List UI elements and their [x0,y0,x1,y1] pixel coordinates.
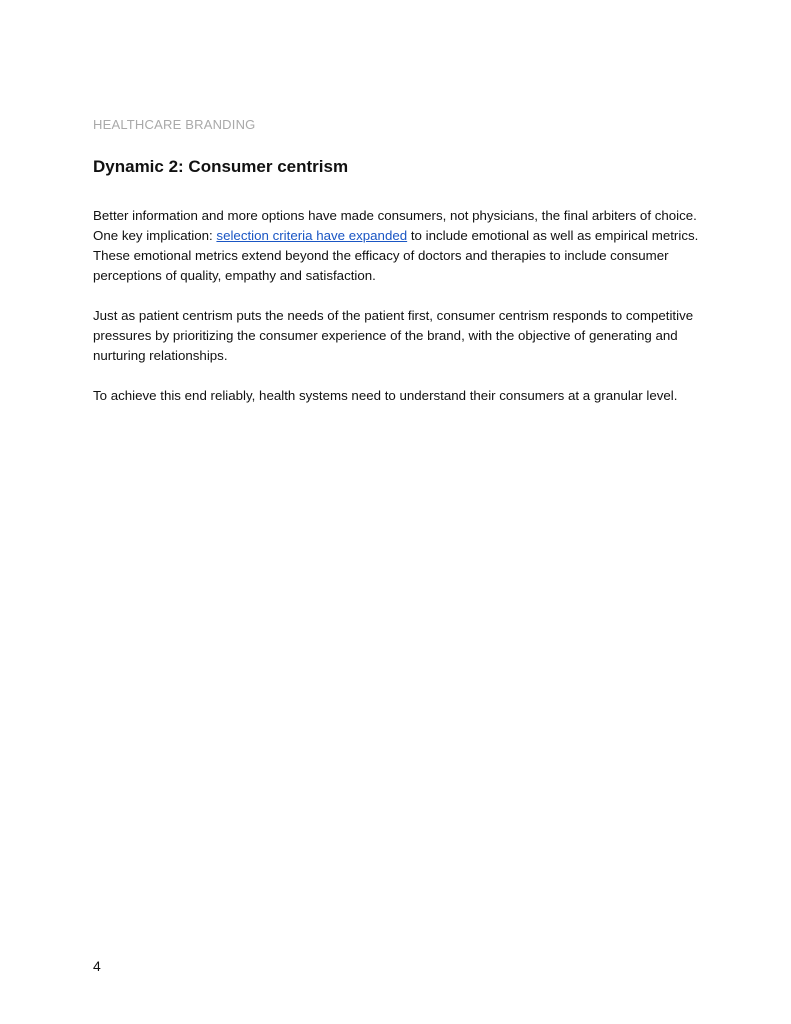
paragraph-1 [93,206,703,286]
paragraph-3: To achieve this end reliably, health systems need to understand their consumers at a granular level. [93,388,678,403]
paragraph-2: Just as patient centrism puts the needs of the patient first, consumer centrism responds to competitive pressures by prioritizing the consumer experience of the brand, with the objective of generating and nurturing relationships. [93,308,694,363]
page-number: 4 [93,958,101,974]
section-title: Dynamic 2: Consumer centrism [93,157,349,176]
running-header: HEALTHCARE BRANDING [93,117,256,132]
selection-criteria-link[interactable]: selection criteria have expanded [216,228,408,243]
paragraph-1-text-end: to include emotional as well as empirical metrics. These emotional metrics extend beyond the efficacy of doctors and therapies to include consumer perceptions of quality, empathy and satisfaction. [93,228,699,283]
paragraph-1-text-start: Better information and more options have made consumers, not physicians, the final arbiters of choice. One key implication: [93,208,697,243]
body-text [93,206,703,426]
